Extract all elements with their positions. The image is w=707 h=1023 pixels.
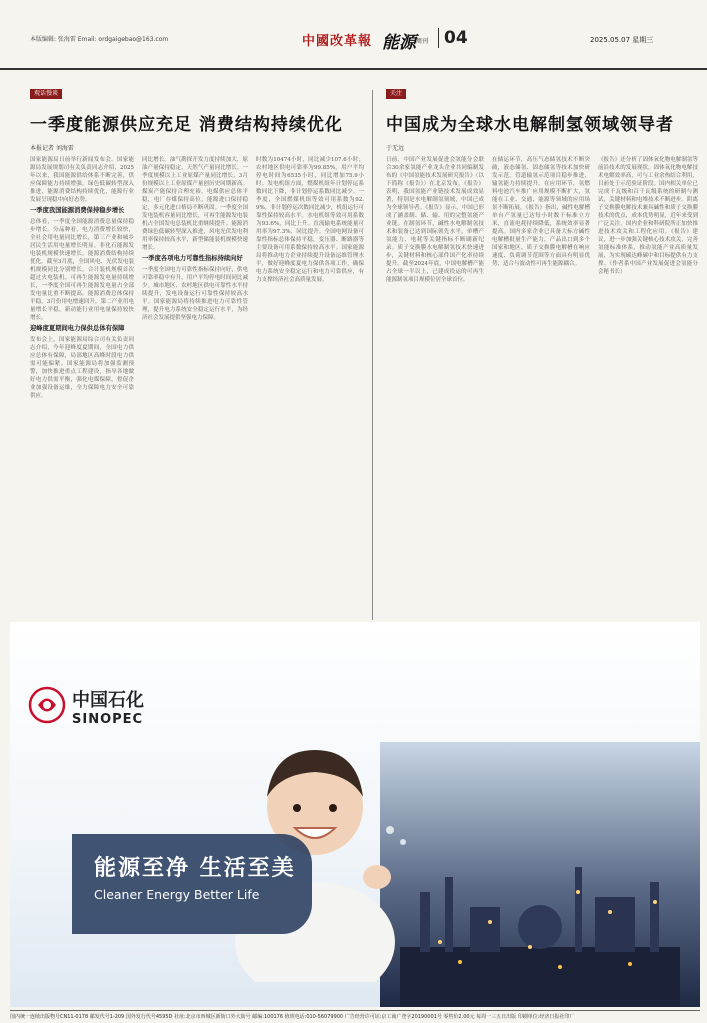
left-article-column-2 <box>142 156 248 616</box>
left-col2b-text: 一季度全国电力可靠性指标保持向好，供电可靠率稳中有升，用户平均停电时间同比减少。城市地区、农村地区供电可靠性水平持续提升，发电设备运行可靠性保持较高水平。国家能源局将持续推进电力可靠性管理，提升电力系统安全稳定运行水平，为经济社会发展提供坚强电力保障。 <box>142 267 248 321</box>
left-article-byline: 本报记者 刘海雷 <box>30 145 74 152</box>
left-article-tag: 观话慢谈 <box>30 89 62 99</box>
section-title: 能源 <box>382 33 416 53</box>
page-number: 04 <box>438 28 468 48</box>
right-article-tag: 关注 <box>386 89 406 99</box>
slogan-panel <box>72 834 312 934</box>
sinopec-advertisement <box>10 622 700 1007</box>
left-para-2: 发布会上，国家能源局综合司有关负责同志介绍，今年迎峰度夏期间，全国电力供应总体有保障，局部地区高峰时段电力供需可能偏紧。国家能源局将加强监测预警，加快推进重点工程建设，指导各地做好电力供需平衡，强化电煤保障，督促企业加强设备运维，全力保障电力安全可靠供应。 <box>30 337 134 399</box>
right-article-byline: 于无远 <box>386 145 405 152</box>
right-article-headline: 中国成为全球水电解制氢领域领导者 <box>386 115 674 135</box>
sinopec-emblem-icon <box>28 686 66 724</box>
right-article-column-2 <box>492 156 590 616</box>
publication-footer: 国内统一连续出版物号CN11-0178 邮发代号1-209 国外发行代号4595D 社址:北京市西城区新街口外大街号 邮编:100176 值班电话:010-56079900 广告经营许可证:京工商广登字20190001号 零售价2.00元 每周一三五日出版 印刷单位:经济日报社印厂 <box>10 1010 700 1020</box>
refinery-illustration <box>400 852 680 1007</box>
left-subhead-1: 一季度我国能源消费保持稳步增长 <box>30 207 125 214</box>
left-subhead-2: 迎峰度夏期间电力保供总体有保障 <box>30 325 125 332</box>
left-para-1: 总体看，一季度全国能源消费总量保持稳步增长。分品种看，电力消费增长较快，全社会用电量同比增长，第三产业和城乡居民生活用电量增长明显。非化石能源发电装机规模快速增长，能源消费结构持续优化。截至3月底，全国风电、光伏发电装机规模同比分别增长，合计装机规模首次超过火电装机。可再生能源发电量持续增长，一季度全国可再生能源发电量占全部发电量比重不断提高。能源消费总体保持平稳，3月份用电增速回升，第二产业用电量增长平稳，新动能行业用电量保持较快增长。 <box>30 219 134 321</box>
newspaper-logo: 中國改革報 <box>302 34 373 49</box>
left-col3-text: 时数为10474小时，同比减少107.6小时；农村地区供电可靠率为99.85%，用户平均停电时间为6535小时，同比增加75.9小时。发电机组方面，燃煤机组年计划停运系数同比下降，非计划停运系数同比减少。一季度，全国燃煤机组等效可用系数为92.9%，非计划停运次数同比减少，机组运行可靠性保持较高水平。水电机组等效可用系数为93.6%，同比上升。直流输电系统能量可用率为97.3%，同比提升。全国电网设备可靠性指标总体保持平稳，变压器、断路器等主要设备可用系数保持较高水平。国家能源局将推动电力企业持续提升设备运维管理水平，做好迎峰度夏电力保供各项工作，确保电力系统安全稳定运行和电力可靠供应，有力支撑经济社会高质量发展。 <box>256 157 364 283</box>
left-article-column-1 <box>30 156 134 616</box>
right-col2-text: 在储运环节，高压气态储氢技术不断突破，液态储氢、固态储氢等技术加快研发示范。管道输氢示范项目稳步推进，输氢能力持续提升。在应用环节，氢燃料电池汽车推广应用规模不断扩大，氢能在工业、交通、能源等领域的应用场景不断拓展。《报告》指出，碱性电解槽单台产氢量已达每小时数千标准立方米，直流电耗持续降低，系统效率显著提高。国内多家企业已具备大标方碱性电解槽批量生产能力，产品出口到多个国家和地区。质子交换膜电解槽在响应速度、负荷调节范围等方面具有明显优势，适合与波动性可再生能源耦合。 <box>492 157 590 267</box>
editor-line: 本版编辑: 张海雷 Email: ordgaigebao@163.com <box>30 36 169 43</box>
right-col3-text: 《报告》还分析了固体氧化物电解制氢等前沿技术的发展现状。固体氧化物电解技术电解效率高，可与工业余热结合利用，目前处于示范验证阶段。国内相关单位已完成千瓦级和百千瓦级系统的研制与测试，关键材料和电堆技术不断进步。阴离子交换膜电解技术兼具碱性和质子交换膜技术的优点，成本优势明显，近年来受到广泛关注，国内企业和科研院所正加快推进技术攻关和工程化应用。《报告》建议，进一步加强关键核心技术攻关，完善氢能标准体系，推动氢能产业高质量发展，为实现碳达峰碳中和目标提供有力支撑。（作者系中国产业发展促进会氢能分会秘书长） <box>598 157 698 275</box>
left-article-headline: 一季度能源供应充足 消费结构持续优化 <box>30 115 343 135</box>
left-col2-text: 同比增长。油气勘探开发力度持续加大，原油产量保持稳定，天然气产量同比增长。一季度规模以上工业原煤产量同比增长，3月份规模以上工业原煤产量创历史同期新高。煤炭产能保持合理充裕，电煤供应总体平稳，电厂存煤保持高位。能源进口保持稳定，多元化进口格局不断巩固。一季度全国发电装机容量同比增长，可再生能源发电装机占全国发电总装机比重继续提升。能源消费绿色低碳转型深入推进，风电光伏发电利用率保持较高水平，新型储能装机规模快速增长。 <box>142 157 248 251</box>
issue-date: 2025.05.07 星期三 <box>590 36 654 44</box>
brand-name-english: SINOPEC <box>72 712 144 727</box>
left-article-column-3 <box>256 156 364 616</box>
slogan-english: Cleaner Energy Better Life <box>94 887 260 902</box>
left-intro: 国家能源局日前举行新闻发布会。国家能源局发展规划司有关负责同志介绍，2025年以来，我国能源供给体系不断完善，供应保障能力持续增强，绿色低碳转型深入推进，能源消费结构持续优化，能源行业发展呈现稳中向好态势。 <box>30 157 134 203</box>
right-col1-text: 日前，中国产业发展促进会氢能分会联合30余家氢能产业龙头企业共同编制发布的《中国氢能技术发展研究报告》（以下简称《报告》）在北京发布。《报告》表明，我国氢能产业链技术发展成效显著，特别是水电解制氢领域，中国已成为全球领导者。《报告》显示，中国已形成了涵盖制、储、输、用的完整氢能产业链。在制氢环节，碱性水电解制氢技术和装备已达到国际领先水平，单槽产氢能力、电耗等关键指标不断刷新纪录。质子交换膜水电解制氢技术快速进步，关键材料和核心部件国产化率持续提升。截至2024年底，中国电解槽产能占全球一半以上，已建成投运的可再生能源制氢项目规模位居全球首位。 <box>386 157 484 283</box>
right-article-column-1 <box>386 156 484 616</box>
section-subtitle: 周刊 <box>416 38 429 45</box>
left-subhead-3: 一季度各项电力可靠性指标持续向好 <box>142 255 243 262</box>
column-divider <box>372 90 373 620</box>
right-article-column-3 <box>598 156 698 616</box>
brand-name-chinese: 中国石化 <box>72 690 144 711</box>
masthead <box>0 0 707 70</box>
slogan-chinese: 能源至净 生活至美 <box>94 856 296 881</box>
